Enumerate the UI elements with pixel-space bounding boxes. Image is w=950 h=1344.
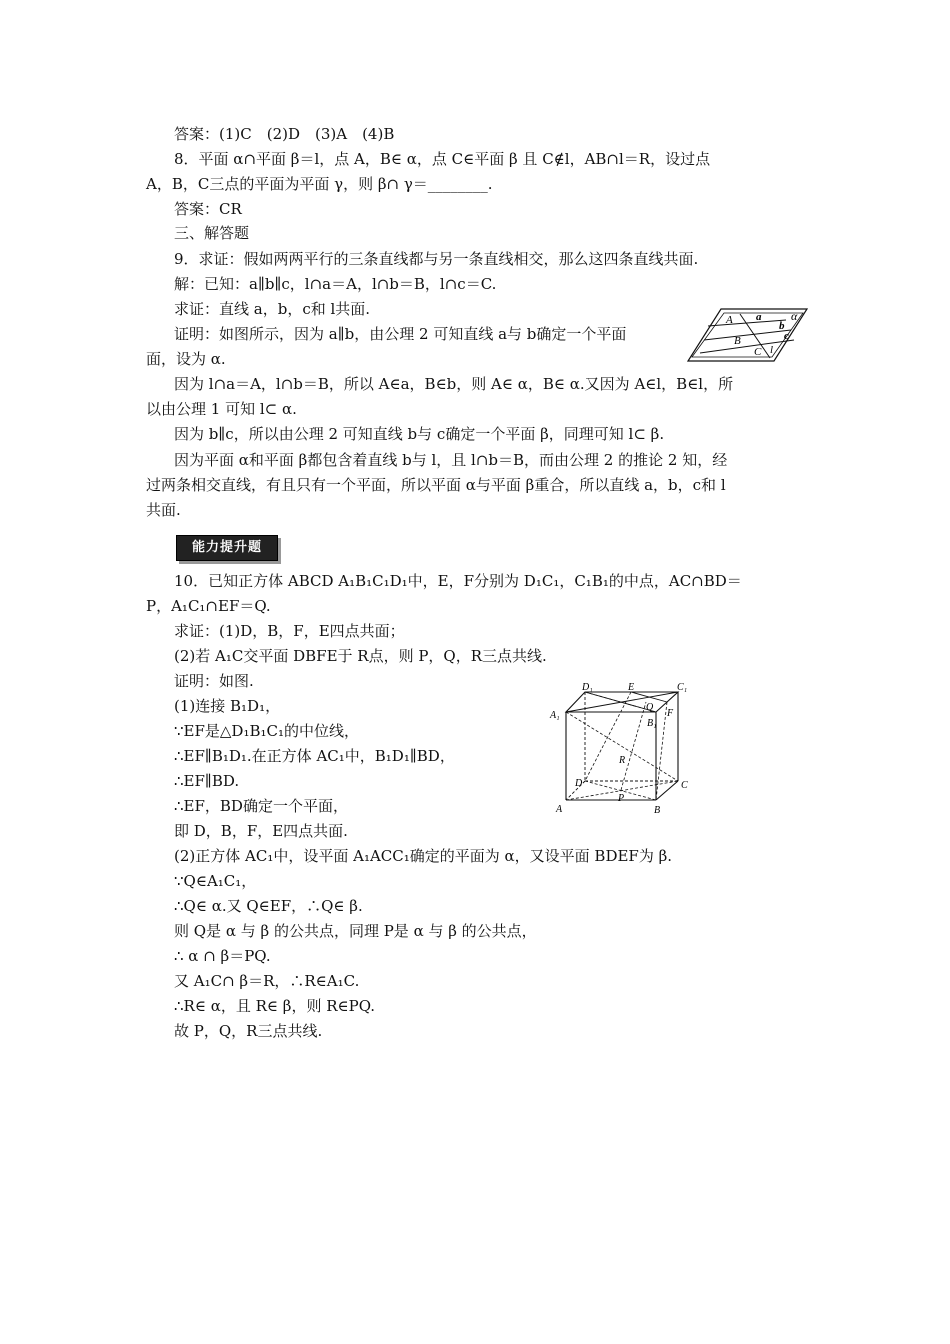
label-P: P — [618, 793, 625, 804]
label-Q: Q — [646, 702, 654, 713]
text-line: 8．平面 α∩平面 β＝l，点 A，B∈ α，点 C∈平面 β 且 C∉l，AB∩l＝R，设过点 — [174, 150, 711, 168]
label-E: E — [628, 682, 635, 693]
label-R: R — [619, 755, 626, 766]
text-line: 因为平面 α和平面 β都包含着直线 b与 l，且 l∩b＝B，而由公理 2 的推论 2 知，经 — [174, 451, 728, 469]
text-line: 共面. — [146, 501, 181, 519]
text-line: 面，设为 α. — [146, 350, 226, 368]
text-line: ∴EF∥BD. — [174, 772, 240, 790]
label-alpha: α — [791, 309, 798, 323]
label-l: l — [770, 344, 774, 356]
label-D1: D₁ — [582, 682, 593, 693]
text-line: (2)若 A₁C交平面 DBFE于 R点，则 P，Q，R三点共线. — [174, 647, 547, 665]
text-line: 因为 b∥c，所以由公理 2 可知直线 b与 c确定一个平面 β，同理可知 l⊂ β. — [174, 425, 665, 443]
label-B1: B₁ — [647, 718, 657, 729]
text-line: 答案：CR — [174, 200, 242, 218]
text-line: 9．求证：假如两两平行的三条直线都与另一条直线相交，那么这四条直线共面. — [174, 250, 699, 268]
text-line: (1)连接 B₁D₁， — [174, 697, 281, 715]
label-A: A — [726, 314, 733, 326]
text-line: 即 D，B，F，E四点共面. — [174, 822, 348, 840]
label-C: C — [754, 346, 762, 358]
text-line: (2)正方体 AC₁中，设平面 A₁ACC₁确定的平面为 α，又设平面 BDEF为 β. — [174, 847, 673, 865]
text-line: 以由公理 1 可知 l⊂ α. — [146, 400, 297, 418]
label-A1: A₁ — [550, 710, 560, 721]
figure-cube — [546, 682, 696, 818]
text-line: 求证：(1)D，B，F，E四点共面； — [174, 622, 405, 640]
label-C: C — [681, 780, 688, 791]
text-line: ∵EF是△D₁B₁C₁的中位线， — [174, 722, 360, 740]
label-D: D — [575, 778, 583, 789]
text-line: 证明：如图所示，因为 a∥b，由公理 2 可知直线 a与 b确定一个平面 — [174, 325, 627, 343]
label-a: a — [756, 311, 762, 323]
label-C1: C₁ — [677, 682, 688, 693]
text-line: ∴EF∥B₁D₁.在正方体 AC₁中，B₁D₁∥BD， — [174, 747, 455, 765]
label-c: c — [784, 330, 789, 342]
section-badge: 能力提升题 — [176, 535, 278, 561]
label-b: b — [779, 320, 785, 332]
text-line: ∴ α ∩ β＝PQ. — [174, 947, 271, 965]
text-line: 则 Q是 α 与 β 的公共点，同理 P是 α 与 β 的公共点， — [174, 922, 537, 940]
text-line: 过两条相交直线，有且只有一个平面，所以平面 α与平面 β重合，所以直线 a，b，c和 l — [146, 476, 726, 494]
text-line: 求证：直线 a，b，c和 l共面. — [174, 300, 371, 318]
text-line: ∴EF，BD确定一个平面， — [174, 797, 348, 815]
text-line: 10．已知正方体 ABCD A₁B₁C₁D₁中，E，F分别为 D₁C₁，C₁B₁的中点，AC∩BD＝ — [174, 572, 742, 590]
text-line: 因为 l∩a＝A，l∩b＝B，所以 A∈a，B∈b，则 A∈ α，B∈ α.又因为 A∈l，B∈l，所 — [174, 375, 734, 393]
text-line: 证明：如图. — [174, 672, 254, 690]
label-A: A — [556, 804, 563, 815]
text-line: 故 P，Q，R三点共线. — [174, 1022, 323, 1040]
text-line: P，A₁C₁∩EF＝Q. — [146, 597, 271, 615]
text-line: A，B，C三点的平面为平面 γ，则 β∩ γ＝________. — [146, 175, 493, 193]
text-line: ∴R∈ α，且 R∈ β，则 R∈PQ. — [174, 997, 376, 1015]
text-line: 答案：(1)C (2)D (3)A (4)B — [174, 125, 395, 143]
figure-plane-lines — [686, 306, 810, 364]
label-B: B — [734, 335, 741, 347]
text-line: ∵Q∈A₁C₁， — [174, 872, 257, 890]
text-line: 又 A₁C∩ β＝R，∴R∈A₁C. — [174, 972, 360, 990]
text-line: 三、解答题 — [174, 224, 250, 242]
text-line: ∴Q∈ α.又 Q∈EF，∴Q∈ β. — [174, 897, 363, 915]
text-line: 解：已知：a∥b∥c，l∩a＝A，l∩b＝B，l∩c＝C. — [174, 275, 497, 293]
label-F: F — [667, 708, 674, 719]
label-B: B — [654, 805, 661, 816]
